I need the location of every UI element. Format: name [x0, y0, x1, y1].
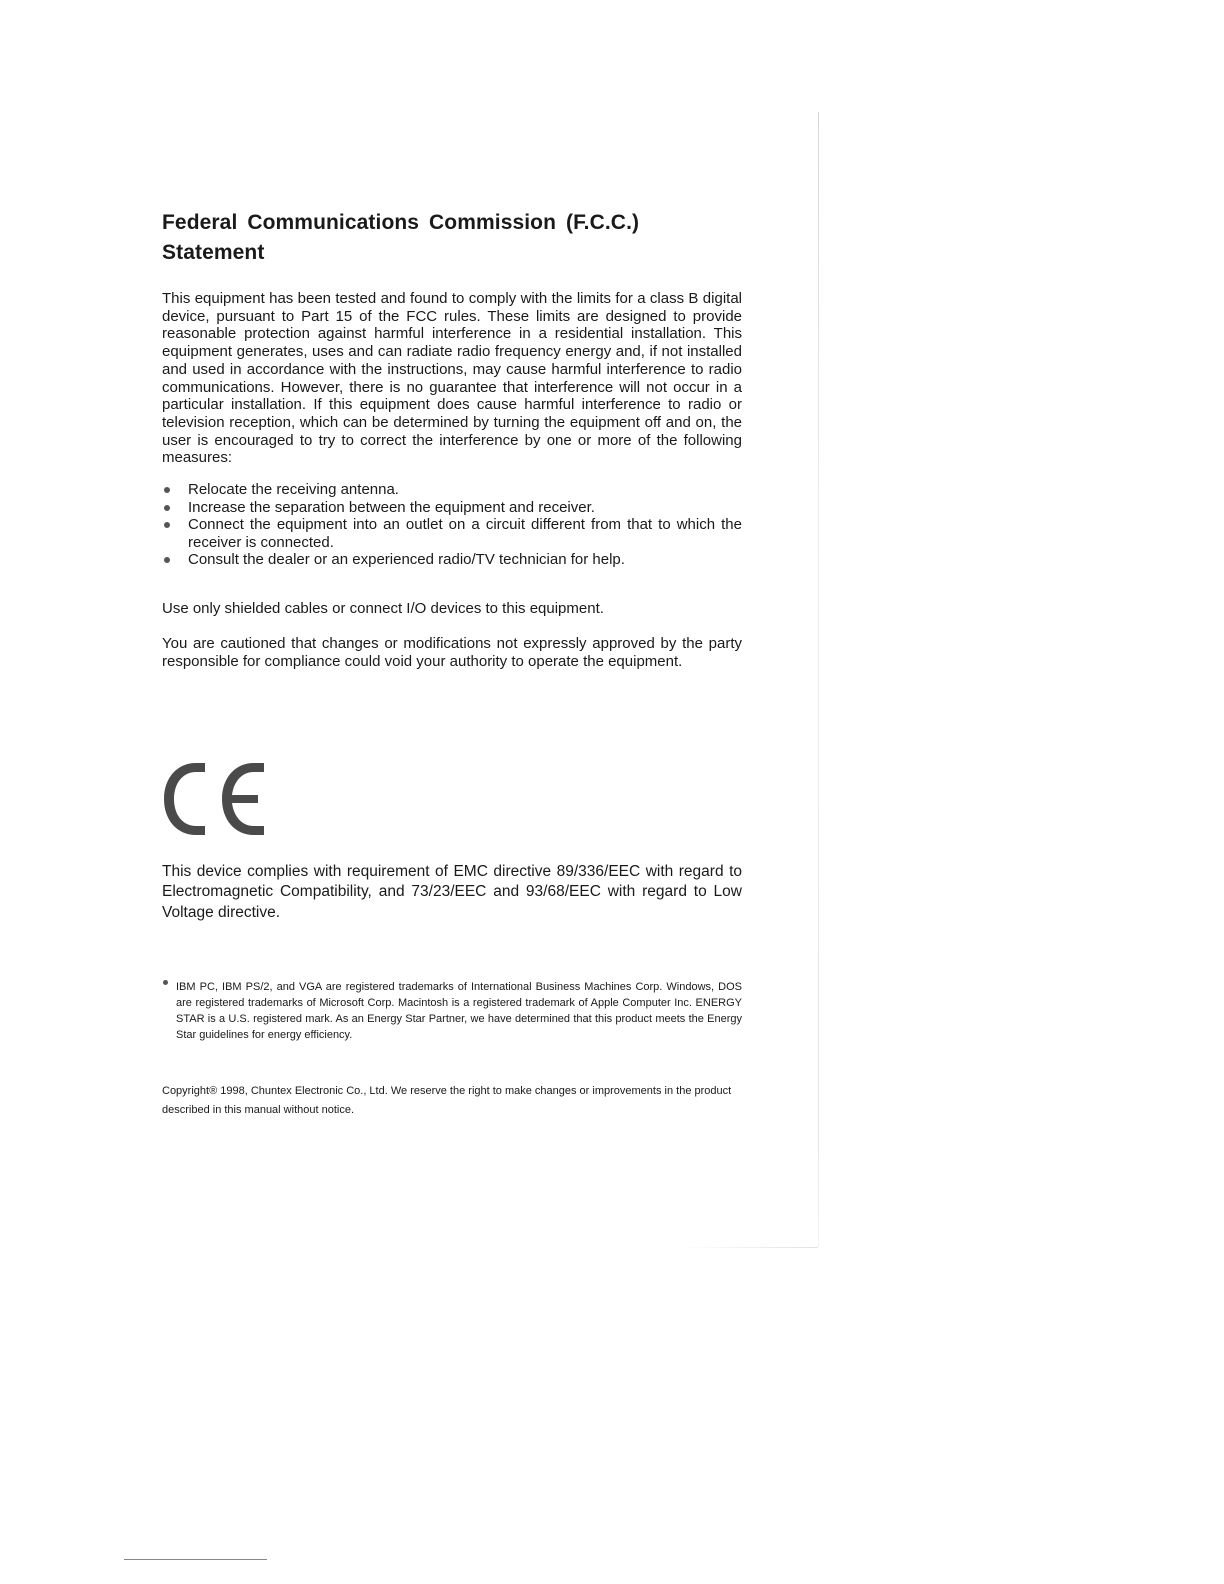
list-item — [162, 551, 742, 569]
list-item — [162, 516, 742, 551]
page-edge-bottom — [680, 1247, 818, 1248]
shielded-cables-paragraph: Use only shielded cables or connect I/O devices to this equipment. — [162, 599, 604, 617]
list-item — [162, 481, 742, 499]
page-content — [162, 208, 742, 1120]
list-item-text: Consult the dealer or an experienced radio/TV technician for help. — [188, 551, 625, 569]
page-title: Federal Communications Commission (F.C.C.) Statement — [162, 211, 640, 264]
bullet-icon — [164, 505, 170, 511]
modifications-caution-paragraph: You are cautioned that changes or modifications not expressly approved by the party responsible for compliance could void your authority to operate the equipment. — [162, 635, 742, 670]
list-item-text: Increase the separation between the equipment and receiver. — [188, 498, 595, 516]
ce-mark-icon — [162, 761, 268, 837]
bullet-icon — [164, 522, 170, 528]
bullet-icon — [164, 487, 170, 493]
interference-measures-list — [162, 481, 742, 569]
emc-compliance-paragraph: This device complies with requirement of EMC directive 89/336/EEC with regard to Electromagnetic Compatibility, and 73/23/EEC and 93/68/EEC with regard to Low Voltage directive. — [162, 862, 742, 921]
trademark-note — [162, 979, 742, 1043]
footnote-divider — [124, 1559, 267, 1560]
list-item — [162, 499, 742, 517]
page-edge-right — [818, 112, 819, 1247]
trademark-note-text: IBM PC, IBM PS/2, and VGA are registered trademarks of International Business Machines Corp. Windows, DOS are registered trademarks of Microsoft Corp. Macintosh is a registered trademark of Apple Computer Inc. ENERGY STAR is a U.S. registered mark. As an Energy Star Partner, we have determined that this product meets the Energy Star guidelines for energy efficiency. — [176, 981, 742, 1042]
list-item-text: Connect the equipment into an outlet on a circuit different from that to which the receiver is connected. — [188, 516, 742, 551]
fcc-intro-paragraph: This equipment has been tested and found to comply with the limits for a class B digital device, pursuant to Part 15 of the FCC rules. These limits are designed to provide reasonable protection against harmful interference in a residential installation. This equipment generates, uses and can radiate radio frequency energy and, if not installed and used in accordance with the instructions, may cause harmful interference to radio communications. However, there is no guarantee that interference will not occur in a particular installation. If this equipment does cause harmful interference to radio or television reception, which can be determined by turning the equipment off and on, the user is encouraged to try to correct the interference by one or more of the following measures: — [162, 290, 742, 467]
bullet-icon — [164, 557, 170, 563]
copyright-note: Copyright® 1998, Chuntex Electronic Co., Ltd. We reserve the right to make changes or improvements in the product described in this manual without notice. — [162, 1085, 732, 1117]
bullet-icon — [163, 980, 168, 985]
list-item-text: Relocate the receiving antenna. — [188, 481, 399, 499]
